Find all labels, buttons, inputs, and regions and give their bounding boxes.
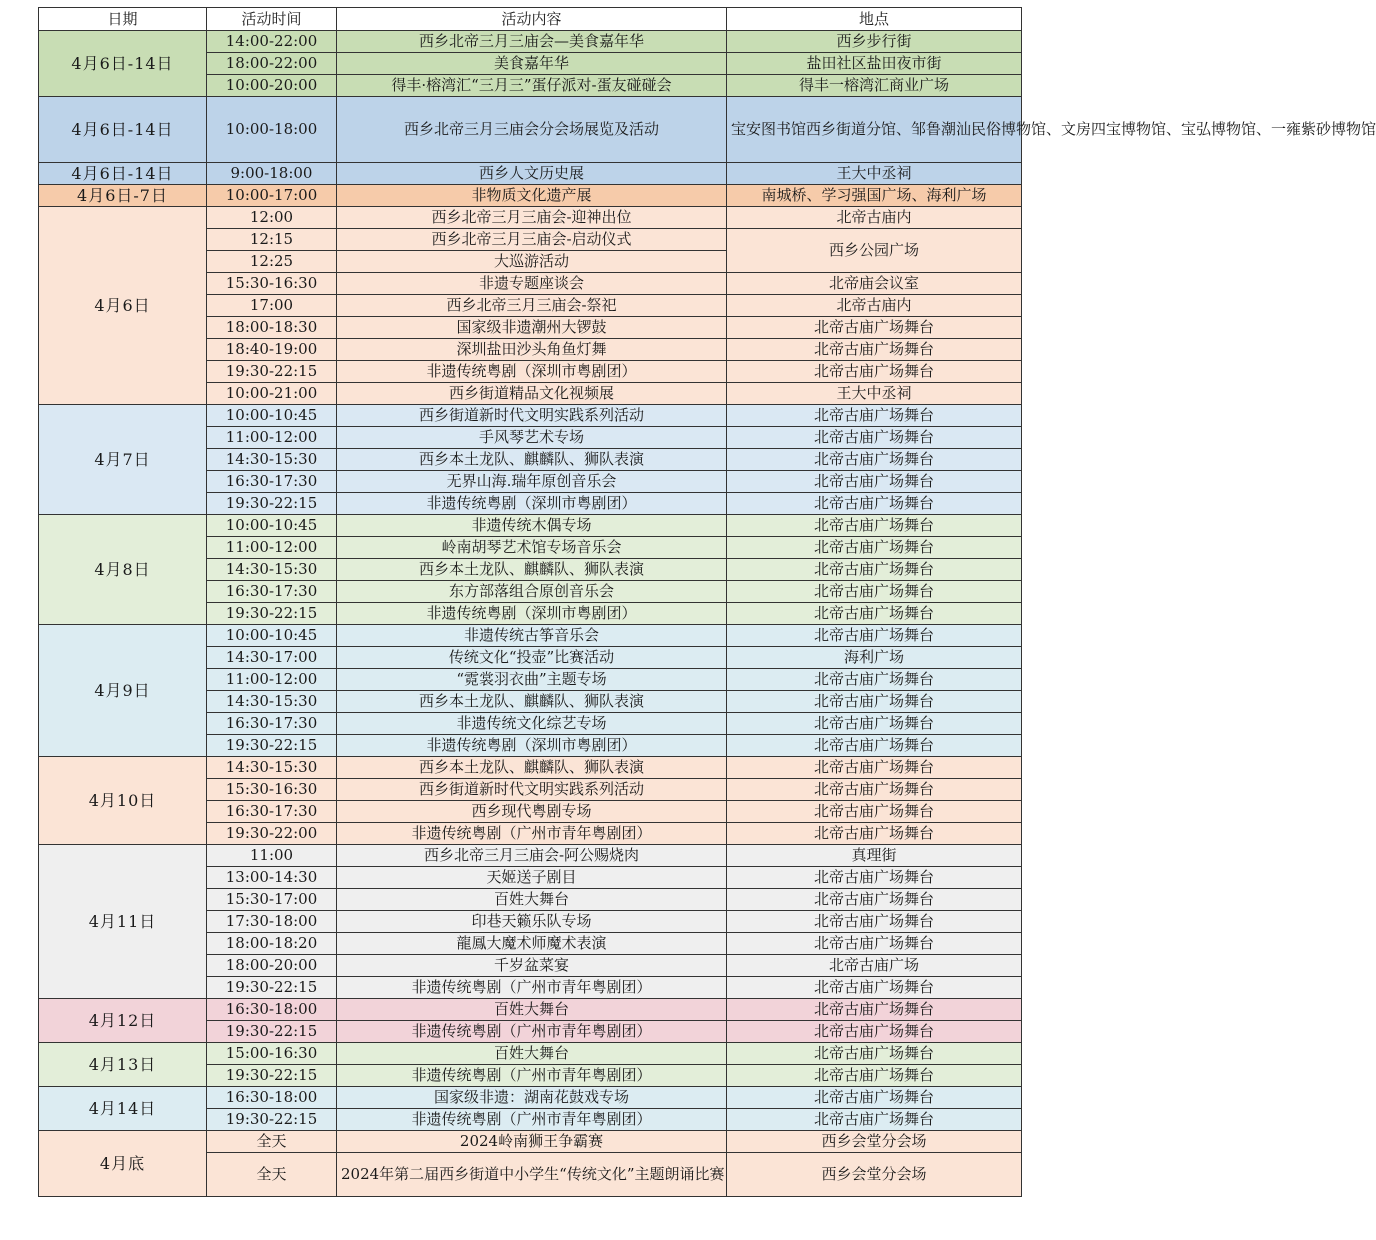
location-cell: 海利广场 — [727, 647, 1022, 669]
time-cell: 14:30-15:30 — [207, 691, 337, 713]
time-cell: 16:30-17:30 — [207, 713, 337, 735]
location-cell: 真理街 — [727, 845, 1022, 867]
time-cell: 10:00-17:00 — [207, 185, 337, 207]
date-cell: 4月6日-7日 — [39, 185, 207, 207]
time-cell: 10:00-10:45 — [207, 515, 337, 537]
time-cell: 15:30-16:30 — [207, 779, 337, 801]
time-cell: 12:00 — [207, 207, 337, 229]
time-cell: 19:30-22:00 — [207, 823, 337, 845]
time-cell: 18:00-18:20 — [207, 933, 337, 955]
table-row — [39, 97, 1022, 163]
time-cell: 19:30-22:15 — [207, 1109, 337, 1131]
location-cell: 北帝庙会议室 — [727, 273, 1022, 295]
table-row — [39, 515, 1022, 537]
activity-cell: 西乡人文历史展 — [337, 163, 727, 185]
date-cell: 4月13日 — [39, 1043, 207, 1087]
activity-cell: 非遗传统文化综艺专场 — [337, 713, 727, 735]
time-cell: 19:30-22:15 — [207, 493, 337, 515]
location-cell: 北帝古庙广场舞台 — [727, 691, 1022, 713]
time-cell: 10:00-20:00 — [207, 75, 337, 97]
time-cell: 19:30-22:15 — [207, 735, 337, 757]
time-cell: 17:30-18:00 — [207, 911, 337, 933]
location-cell: 王大中丞祠 — [727, 163, 1022, 185]
time-cell: 14:30-17:00 — [207, 647, 337, 669]
time-cell: 16:30-17:30 — [207, 801, 337, 823]
time-cell: 11:00-12:00 — [207, 669, 337, 691]
time-cell: 10:00-10:45 — [207, 625, 337, 647]
activity-cell: 2024年第二届西乡街道中小学生“传统文化”主题朗诵比赛 — [337, 1153, 727, 1197]
time-cell: 16:30-17:30 — [207, 581, 337, 603]
location-cell: 得丰一榕湾汇商业广场 — [727, 75, 1022, 97]
activity-cell: 西乡北帝三月三庙会—美食嘉年华 — [337, 31, 727, 53]
time-cell: 10:00-18:00 — [207, 97, 337, 163]
schedule-table — [38, 7, 1376, 1197]
activity-cell: 深圳盐田沙头角鱼灯舞 — [337, 339, 727, 361]
activity-cell: 千岁盆菜宴 — [337, 955, 727, 977]
activity-cell: 西乡街道精品文化视频展 — [337, 383, 727, 405]
table-row — [39, 757, 1022, 779]
date-cell: 4月7日 — [39, 405, 207, 515]
date-cell: 4月11日 — [39, 845, 207, 999]
activity-cell: 非遗传统古筝音乐会 — [337, 625, 727, 647]
activity-cell: 西乡北帝三月三庙会-祭祀 — [337, 295, 727, 317]
activity-cell: 非遗传统粤剧（广州市青年粤剧团） — [337, 1065, 727, 1087]
activity-cell: 百姓大舞台 — [337, 999, 727, 1021]
location-cell: 北帝古庙广场舞台 — [727, 1109, 1022, 1131]
time-cell: 18:00-22:00 — [207, 53, 337, 75]
table-row — [39, 185, 1022, 207]
location-cell: 西乡公园广场 — [727, 229, 1022, 273]
time-cell: 11:00-12:00 — [207, 427, 337, 449]
activity-cell: 得丰·榕湾汇“三月三”蛋仔派对-蛋友碰碰会 — [337, 75, 727, 97]
time-cell: 16:30-18:00 — [207, 1087, 337, 1109]
table-row — [39, 999, 1022, 1021]
time-cell: 19:30-22:15 — [207, 603, 337, 625]
location-cell: 北帝古庙广场舞台 — [727, 823, 1022, 845]
time-cell: 19:30-22:15 — [207, 361, 337, 383]
location-cell: 北帝古庙广场舞台 — [727, 427, 1022, 449]
time-cell: 11:00-12:00 — [207, 537, 337, 559]
activity-cell: 西乡北帝三月三庙会-阿公赐烧肉 — [337, 845, 727, 867]
activity-cell: 西乡现代粤剧专场 — [337, 801, 727, 823]
location-cell: 西乡会堂分会场 — [727, 1153, 1022, 1197]
time-cell: 19:30-22:15 — [207, 977, 337, 999]
date-cell: 4月6日-14日 — [39, 163, 207, 185]
location-cell: 北帝古庙广场舞台 — [727, 361, 1022, 383]
table-row — [39, 625, 1022, 647]
header-time: 活动时间 — [207, 8, 337, 31]
time-cell: 18:00-20:00 — [207, 955, 337, 977]
location-cell: 北帝古庙广场舞台 — [727, 339, 1022, 361]
time-cell: 14:00-22:00 — [207, 31, 337, 53]
time-cell: 全天 — [207, 1131, 337, 1153]
activity-cell: 西乡街道新时代文明实践系列活动 — [337, 405, 727, 427]
time-cell: 18:00-18:30 — [207, 317, 337, 339]
location-cell: 北帝古庙广场舞台 — [727, 1043, 1022, 1065]
date-cell: 4月6日-14日 — [39, 97, 207, 163]
activity-cell: 2024岭南狮王争霸赛 — [337, 1131, 727, 1153]
activity-cell: 国家级非遗潮州大锣鼓 — [337, 317, 727, 339]
schedule-body — [39, 31, 1376, 1197]
time-cell: 14:30-15:30 — [207, 449, 337, 471]
location-cell: 北帝古庙广场舞台 — [727, 1087, 1022, 1109]
location-cell: 北帝古庙广场舞台 — [727, 603, 1022, 625]
header-activity: 活动内容 — [337, 8, 727, 31]
activity-cell: 西乡北帝三月三庙会-启动仪式 — [337, 229, 727, 251]
location-cell: 北帝古庙广场舞台 — [727, 537, 1022, 559]
activity-cell: 非遗传统粤剧（深圳市粤剧团） — [337, 603, 727, 625]
time-cell: 13:00-14:30 — [207, 867, 337, 889]
activity-cell: 非遗传统木偶专场 — [337, 515, 727, 537]
date-cell: 4月8日 — [39, 515, 207, 625]
time-cell: 10:00-10:45 — [207, 405, 337, 427]
location-cell: 北帝古庙广场舞台 — [727, 757, 1022, 779]
location-cell: 北帝古庙内 — [727, 207, 1022, 229]
activity-cell: 西乡北帝三月三庙会分会场展览及活动 — [337, 97, 727, 163]
activity-cell: 非遗传统粤剧（深圳市粤剧团） — [337, 361, 727, 383]
location-cell: 北帝古庙广场舞台 — [727, 735, 1022, 757]
activity-cell: 非物质文化遗产展 — [337, 185, 727, 207]
activity-cell: 西乡本土龙队、麒麟队、狮队表演 — [337, 757, 727, 779]
time-cell: 12:15 — [207, 229, 337, 251]
location-cell: 西乡会堂分会场 — [727, 1131, 1022, 1153]
table-row — [39, 163, 1022, 185]
header-row — [39, 8, 1022, 31]
date-cell: 4月12日 — [39, 999, 207, 1043]
location-cell: 北帝古庙广场舞台 — [727, 1021, 1022, 1043]
location-cell: 北帝古庙广场舞台 — [727, 867, 1022, 889]
date-cell: 4月底 — [39, 1131, 207, 1197]
activity-cell: 非遗传统粤剧（深圳市粤剧团） — [337, 735, 727, 757]
time-cell: 11:00 — [207, 845, 337, 867]
activity-cell: 传统文化“投壶”比赛活动 — [337, 647, 727, 669]
activity-cell: “霓裳羽衣曲”主题专场 — [337, 669, 727, 691]
time-cell: 全天 — [207, 1153, 337, 1197]
time-cell: 12:25 — [207, 251, 337, 273]
location-cell: 北帝古庙广场舞台 — [727, 471, 1022, 493]
location-cell: 宝安图书馆西乡街道分馆、邹鲁潮汕民俗博物馆、文房四宝博物馆、宝弘博物馆、一雍紫砂博物馆 — [727, 97, 1022, 163]
location-cell: 北帝古庙广场舞台 — [727, 779, 1022, 801]
schedule-header — [39, 8, 1022, 31]
time-cell: 15:00-16:30 — [207, 1043, 337, 1065]
time-cell: 15:30-17:00 — [207, 889, 337, 911]
location-cell: 北帝古庙广场舞台 — [727, 405, 1022, 427]
location-cell: 盐田社区盐田夜市街 — [727, 53, 1022, 75]
activity-cell: 非遗传统粤剧（广州市青年粤剧团） — [337, 1021, 727, 1043]
header-location: 地点 — [727, 8, 1022, 31]
activity-cell: 东方部落组合原创音乐会 — [337, 581, 727, 603]
activity-cell: 印巷天籁乐队专场 — [337, 911, 727, 933]
date-cell: 4月6日 — [39, 207, 207, 405]
activity-cell: 西乡本土龙队、麒麟队、狮队表演 — [337, 559, 727, 581]
location-cell: 北帝古庙广场舞台 — [727, 625, 1022, 647]
location-cell: 北帝古庙广场舞台 — [727, 559, 1022, 581]
activity-cell: 手风琴艺术专场 — [337, 427, 727, 449]
table-row — [39, 31, 1022, 53]
table-row — [39, 405, 1022, 427]
header-date: 日期 — [39, 8, 207, 31]
location-cell: 北帝古庙广场舞台 — [727, 977, 1022, 999]
location-cell: 北帝古庙广场舞台 — [727, 493, 1022, 515]
time-cell: 18:40-19:00 — [207, 339, 337, 361]
activity-cell: 国家级非遗：湖南花鼓戏专场 — [337, 1087, 727, 1109]
activity-cell: 美食嘉年华 — [337, 53, 727, 75]
location-cell: 北帝古庙广场舞台 — [727, 801, 1022, 823]
location-cell: 西乡步行街 — [727, 31, 1022, 53]
date-cell: 4月6日-14日 — [39, 31, 207, 97]
time-cell: 15:30-16:30 — [207, 273, 337, 295]
location-cell: 北帝古庙广场舞台 — [727, 515, 1022, 537]
activity-cell: 非遗传统粤剧（广州市青年粤剧团） — [337, 823, 727, 845]
date-cell: 4月10日 — [39, 757, 207, 845]
activity-cell: 西乡街道新时代文明实践系列活动 — [337, 779, 727, 801]
activity-cell: 西乡本土龙队、麒麟队、狮队表演 — [337, 449, 727, 471]
table-row — [39, 207, 1022, 229]
location-cell: 北帝古庙广场 — [727, 955, 1022, 977]
time-cell: 10:00-21:00 — [207, 383, 337, 405]
location-cell: 北帝古庙广场舞台 — [727, 449, 1022, 471]
activity-cell: 天姬送子剧目 — [337, 867, 727, 889]
location-cell: 南城桥、学习强国广场、海利广场 — [727, 185, 1022, 207]
table-row — [39, 845, 1022, 867]
table-row — [39, 1043, 1022, 1065]
location-cell: 北帝古庙广场舞台 — [727, 669, 1022, 691]
location-cell: 北帝古庙广场舞台 — [727, 1065, 1022, 1087]
time-cell: 16:30-17:30 — [207, 471, 337, 493]
date-cell: 4月9日 — [39, 625, 207, 757]
activity-cell: 西乡本土龙队、麒麟队、狮队表演 — [337, 691, 727, 713]
time-cell: 9:00-18:00 — [207, 163, 337, 185]
activity-cell: 无界山海.瑞年原创音乐会 — [337, 471, 727, 493]
time-cell: 14:30-15:30 — [207, 559, 337, 581]
time-cell: 17:00 — [207, 295, 337, 317]
date-cell: 4月14日 — [39, 1087, 207, 1131]
activity-cell: 西乡北帝三月三庙会-迎神出位 — [337, 207, 727, 229]
table-row — [39, 1131, 1022, 1153]
location-cell: 北帝古庙广场舞台 — [727, 933, 1022, 955]
activity-cell: 岭南胡琴艺术馆专场音乐会 — [337, 537, 727, 559]
table-row — [39, 1087, 1022, 1109]
activity-cell: 百姓大舞台 — [337, 889, 727, 911]
location-cell: 北帝古庙内 — [727, 295, 1022, 317]
activity-cell: 大巡游活动 — [337, 251, 727, 273]
time-cell: 14:30-15:30 — [207, 757, 337, 779]
time-cell: 19:30-22:15 — [207, 1065, 337, 1087]
activity-cell: 百姓大舞台 — [337, 1043, 727, 1065]
activity-cell: 非遗传统粤剧（广州市青年粤剧团） — [337, 1109, 727, 1131]
activity-cell: 非遗传统粤剧（广州市青年粤剧团） — [337, 977, 727, 999]
location-cell: 北帝古庙广场舞台 — [727, 713, 1022, 735]
time-cell: 16:30-18:00 — [207, 999, 337, 1021]
location-cell: 王大中丞祠 — [727, 383, 1022, 405]
activity-cell: 非遗传统粤剧（深圳市粤剧团） — [337, 493, 727, 515]
location-cell: 北帝古庙广场舞台 — [727, 911, 1022, 933]
activity-cell: 龍鳳大魔术师魔术表演 — [337, 933, 727, 955]
time-cell: 19:30-22:15 — [207, 1021, 337, 1043]
location-cell: 北帝古庙广场舞台 — [727, 317, 1022, 339]
location-cell: 北帝古庙广场舞台 — [727, 999, 1022, 1021]
location-cell: 北帝古庙广场舞台 — [727, 889, 1022, 911]
location-cell: 北帝古庙广场舞台 — [727, 581, 1022, 603]
activity-cell: 非遗专题座谈会 — [337, 273, 727, 295]
